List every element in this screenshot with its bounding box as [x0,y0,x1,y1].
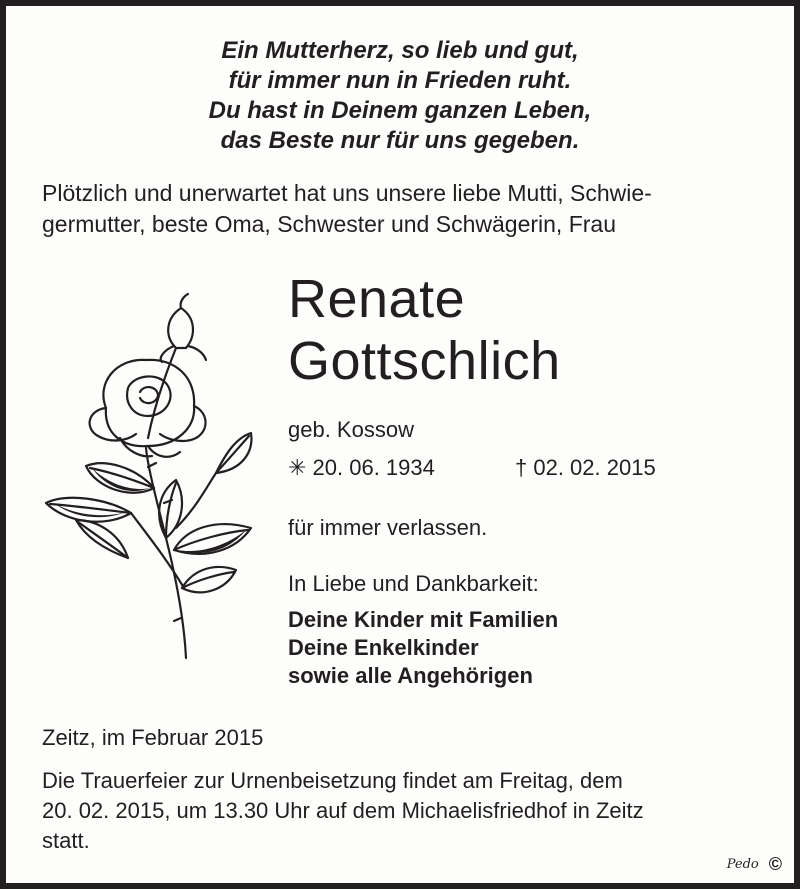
birth-date: ✳ 20. 06. 1934 [288,455,435,480]
intro-line: Plötzlich und unerwartet hat uns unsere liebe Mutti, Schwie- [42,180,652,206]
rose-illustration-icon [36,288,266,668]
left-text: für immer verlassen. [288,515,488,540]
intro-text [42,178,782,240]
poem-line: Ein Mutterherz, so lieb und gut, [221,37,579,64]
mourners-list [288,606,558,690]
mourner-line: Deine Kinder mit Familien [288,607,559,632]
poem [6,36,794,156]
service-line: statt. [42,828,90,853]
life-dates [288,453,656,483]
place-date: Zeitz, im Februar 2015 [42,725,264,750]
footer [727,854,782,875]
last-name: Gottschlich [288,331,561,391]
poem-line: das Beste nur für uns gegeben. [220,127,580,154]
intro-line: germutter, beste Oma, Schwester und Schwägerin, Frau [42,211,616,237]
deceased-name [288,268,561,392]
gratitude-text: In Liebe und Dankbarkeit: [288,571,539,596]
first-name: Renate [288,269,466,329]
copyright-icon: © [768,854,782,874]
poem-line: Du hast in Deinem ganzen Leben, [208,97,592,124]
service-line: Die Trauerfeier zur Urnenbeisetzung findet am Freitag, dem [42,768,623,793]
mourner-line: sowie alle Angehörigen [288,663,533,688]
mourner-line: Deine Enkelkinder [288,635,479,660]
birth-name: geb. Kossow [288,417,414,442]
designer-signature: Pedo [726,857,759,872]
poem-line: für immer nun in Frieden ruht. [228,67,572,94]
death-date: † 02. 02. 2015 [515,455,656,480]
service-info [42,766,782,856]
service-line: 20. 02. 2015, um 13.30 Uhr auf dem Michaelisfriedhof in Zeitz [42,798,644,823]
